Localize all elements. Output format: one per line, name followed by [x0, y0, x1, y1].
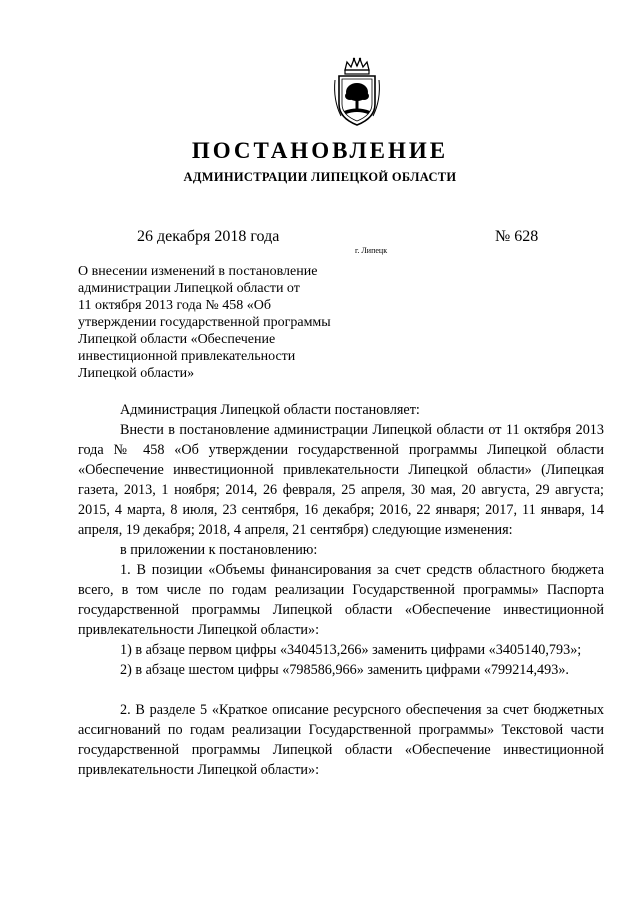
document-date: 26 декабря 2018 года: [137, 228, 280, 245]
item-2-paragraph: 2. В разделе 5 «Краткое описание ресурсного обеспечения за счет бюджетных ассигнований по годам реализации Государственной программы» Текстовой части государственной программы Липецкой области «Обеспечение инвестиционной привлекательности Липецкой области»:: [78, 702, 604, 778]
document-subtitle: АДМИНИСТРАЦИИ ЛИПЕЦКОЙ ОБЛАСТИ: [183, 170, 457, 184]
item-1-1-paragraph: 1) в абзаце первом цифры «3404513,266» заменить цифрами «3405140,793»;: [120, 642, 582, 658]
document-city: г. Липецк: [355, 246, 388, 255]
document-title: ПОСТАНОВЛЕНИЕ: [191, 138, 449, 163]
document-body: [78, 400, 604, 780]
subject-line: 11 октября 2013 года № 458 «Об: [78, 298, 271, 313]
subject-line: Липецкой области «Обеспечение: [78, 332, 276, 347]
annex-paragraph: в приложении к постановлению:: [120, 542, 318, 558]
subject-line: администрации Липецкой области от: [78, 281, 300, 296]
subject-line: О внесении изменений в постановление: [78, 264, 318, 279]
document-subject: [78, 263, 358, 382]
intro-paragraph: Внести в постановление администрации Липецкой области от 11 октября 2013 года № 458 «Об утверждении государственной программы Липецкой области «Обеспечение инвестиционной привлекательности Липецкой области» (Липецкая газета, 2013, 1 ноября; 2014, 26 февраля, 25 апреля, 30 мая, 20 августа, 29 августа; 2015, 4 марта, 8 июля, 23 сентября, 16 декабря; 2016, 22 января; 2017, 11 января, 14 апреля, 19 декабря; 2018, 4 апреля, 21 сентября) следующие изменения:: [78, 422, 604, 538]
coat-of-arms-icon: [331, 56, 383, 128]
subject-line: инвестиционной привлекательности: [78, 349, 296, 364]
subject-line: Липецкой области»: [78, 366, 195, 381]
preamble-paragraph: Администрация Липецкой области постановляет:: [120, 402, 420, 418]
subject-line: утверждении государственной программы: [78, 315, 331, 330]
item-1-paragraph: 1. В позиции «Объемы финансирования за счет средств областного бюджета всего, в том числе по годам реализации Государственной программы» Паспорта государственной программы Липецкой области «Обеспечение инвестиционной привлекательности Липецкой области»:: [78, 562, 604, 638]
item-1-2-paragraph: 2) в абзаце шестом цифры «798586,966» заменить цифрами «799214,493».: [120, 662, 569, 678]
document-number: № 628: [495, 228, 539, 245]
